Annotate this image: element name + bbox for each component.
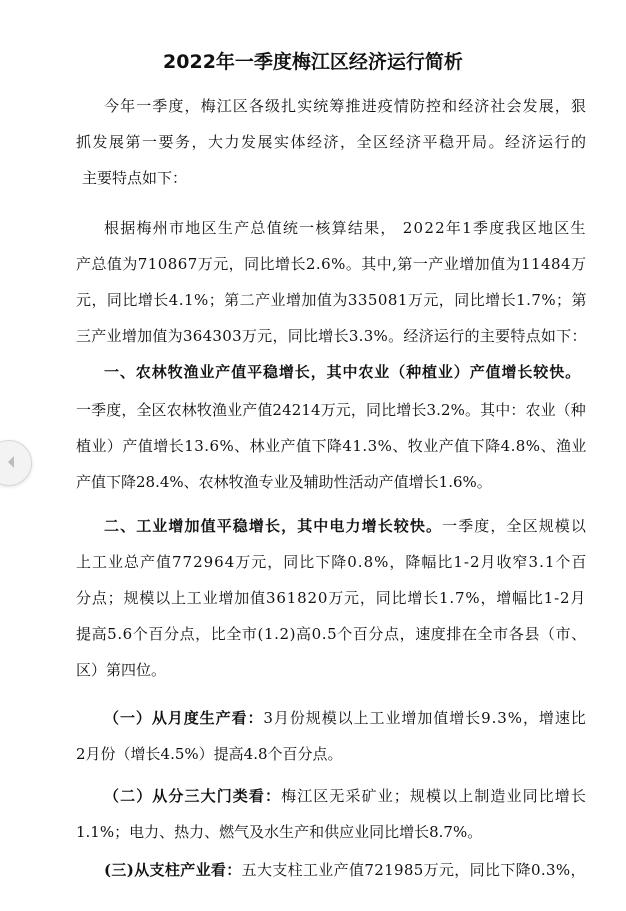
section-heading-text: 二、工业增加值平稳增长，其中电力增长较快。 (104, 517, 443, 535)
body-text: 产值下降28.4%、农林牧渔专业及辅助性活动产值增长1.6%。 (76, 473, 492, 491)
paragraph-line (104, 514, 587, 538)
body-text: 抓发展第一要务，大力发展实体经济，全区经济平稳开局。经济运行的 (76, 133, 588, 151)
paragraph-line (104, 706, 587, 730)
body-text: 分点；规模以上工业增加值361820万元，同比增长1.7%，增幅比1-2月 (76, 589, 587, 607)
document-title: 2022年一季度梅江区经济运行简析 (163, 51, 463, 73)
paragraph-line (104, 784, 587, 808)
paragraph-line (104, 216, 587, 240)
section-heading-text: 一、农林牧渔业产值平稳增长，其中农业（种植业）产值增长较快。 (104, 363, 582, 381)
paragraph-line (76, 742, 343, 766)
body-text: 产总值为710867万元，同比增长2.6%。其中,第一产业增加值为11484万 (76, 255, 587, 273)
body-text: 根据梅州市地区生产总值统一核算结果， 2022年1季度我区地区生 (104, 219, 587, 237)
section-heading-text: （二）从分三大门类看： (104, 787, 282, 805)
body-text: 植业）产值增长13.6%、林业产值下降41.3%、牧业产值下降4.8%、渔业 (76, 437, 587, 455)
body-text: 一季度，全区农林牧渔业产值24214万元，同比增长3.2%。其中：农业（种 (76, 401, 586, 419)
body-text: 五大支柱工业产值721985万元，同比下降0.3%， (241, 861, 586, 879)
paragraph-line (76, 434, 587, 458)
paragraph-line (82, 166, 187, 190)
paragraph-line (76, 470, 492, 494)
body-text: 1.1%；电力、热力、燃气及水生产和供应业同比增长8.7%。 (76, 823, 483, 841)
paragraph-line (76, 658, 166, 682)
body-text: 一季度，全区规模以 (442, 517, 588, 535)
body-text: 2月份（增长4.5%）提高4.8个百分点。 (76, 745, 343, 763)
body-text: 主要特点如下： (82, 169, 188, 187)
paragraph-line (104, 94, 587, 118)
paragraph-line (76, 398, 586, 422)
body-text: 梅江区无采矿业；规模以上制造业同比增长 (281, 787, 588, 805)
body-text: 提高5.6个百分点，比全市(1.2)高0.5个百分点，速度排在全市各县（市、 (76, 625, 587, 643)
body-text: 上工业总产值772964万元，同比下降0.8%，降幅比1-2月收窄3.1个百 (76, 553, 588, 571)
paragraph-line (76, 324, 587, 348)
paragraph-line (76, 550, 587, 574)
body-text: 元，同比增长4.1%；第二产业增加值为335081万元，同比增长1.7%；第 (76, 291, 587, 309)
paragraph-line (76, 252, 586, 276)
body-text: 3月份规模以上工业增加值增长9.3%，增速比 (263, 709, 587, 727)
section-heading-text: (三)从支柱产业看： (104, 861, 242, 879)
paragraph-line (104, 858, 586, 882)
paragraph-line (76, 586, 586, 610)
paragraph-line (104, 360, 581, 384)
body-text: 区）第四位。 (76, 661, 167, 679)
body-text: 三产业增加值为364303万元，同比增长3.3%。经济运行的主要特点如下： (76, 327, 587, 345)
paragraph-line (76, 288, 587, 312)
section-heading-text: （一）从月度生产看： (104, 709, 264, 727)
paragraph-line (76, 130, 588, 154)
body-text: 今年一季度，梅江区各级扎实统筹推进疫情防控和经济社会发展，狠 (104, 97, 588, 115)
paragraph-line (76, 820, 482, 844)
chevron-left-icon (7, 455, 15, 469)
paragraph-line (76, 622, 587, 646)
